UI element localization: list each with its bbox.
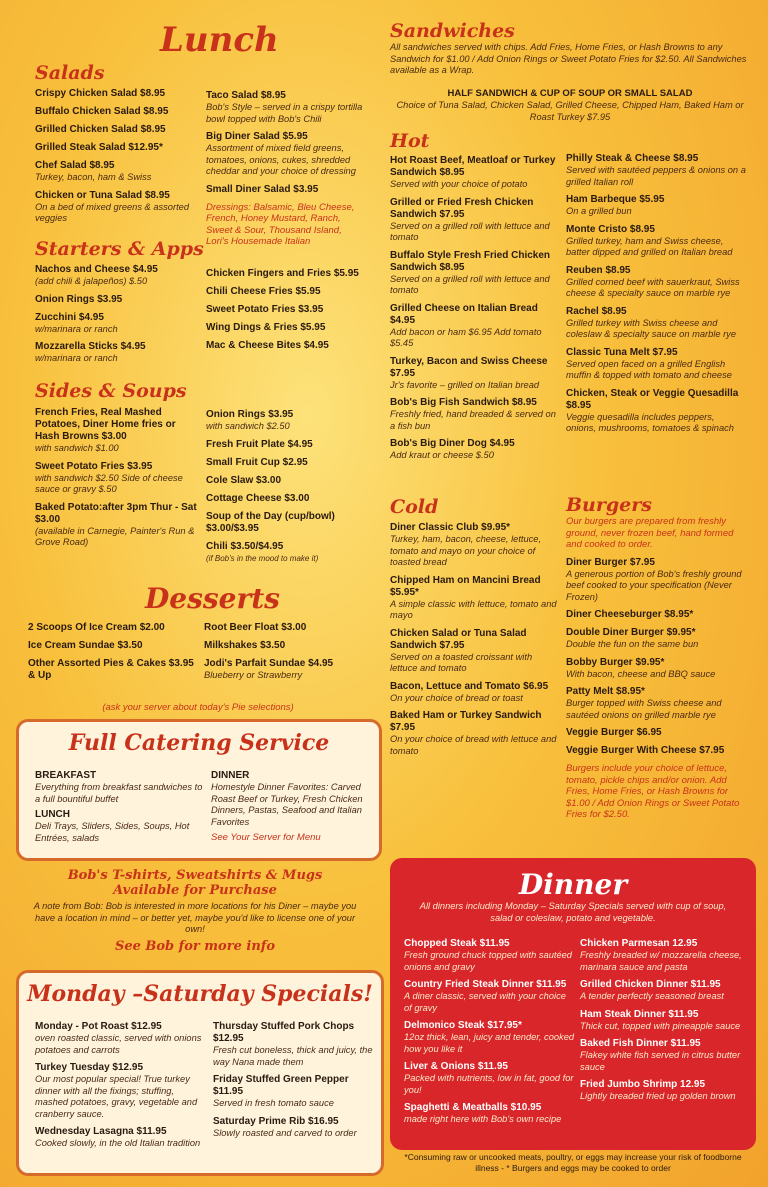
list-item: Friday Stuffed Green Pepper $11.95 Served in fresh tomato sauce xyxy=(213,1074,349,1108)
list-item: Ice Cream Sundae $3.50 xyxy=(28,640,143,651)
list-item: Chili $3.50/$4.95 (if Bob's in the mood to make it) xyxy=(206,540,319,563)
list-item: Buffalo Chicken Salad $8.95 xyxy=(35,106,169,117)
list-item: Root Beer Float $3.00 xyxy=(204,622,307,633)
list-item: Delmonico Steak $17.95* 12oz thick, lean, juicy and tender, cooked how you like it xyxy=(404,1020,575,1054)
desserts-heading: Desserts xyxy=(145,582,280,615)
list-item: Monte Cristo $8.95 Grilled turkey, ham and Swiss cheese, batter dipped and grilled on Italian bread xyxy=(566,223,733,257)
sides-right-list xyxy=(206,409,366,570)
list-item: Baked Ham or Turkey Sandwich $7.95 On your choice of bread with lettuce and tomato xyxy=(390,710,557,756)
list-item: Baked Potato:after 3pm Thur - Sat $3.00 (available in Carnegie, Painter's Run & Grove Road) xyxy=(35,501,197,547)
list-item: Soup of the Day (cup/bowl) $3.00/$3.95 xyxy=(206,510,335,534)
lunch-title: Lunch xyxy=(160,20,279,60)
specials-left xyxy=(35,1021,205,1156)
dinner-left xyxy=(404,938,576,1132)
list-item: Onion Rings $3.95 with sandwich $2.50 xyxy=(206,409,294,431)
list-item: Bob's Big Diner Dog $4.95 Add kraut or cheese $.50 xyxy=(390,438,515,460)
list-item: Chicken Salad or Tuna Salad Sandwich $7.95 Served on a toasted croissant with lettuce and tomato xyxy=(390,627,533,673)
list-item: Chipped Ham on Mancini Bread $5.95* A simple classic with lettuce, tomato and mayo xyxy=(390,574,557,620)
list-item: Buffalo Style Fresh Fried Chicken Sandwich $8.95 Served on a grilled roll with lettuce and tomato xyxy=(390,249,551,295)
list-item: Onion Rings $3.95 xyxy=(35,293,123,305)
list-item: Wednesday Lasagna $11.95 Cooked slowly, in the old Italian tradition xyxy=(35,1126,201,1148)
dinner-intro: All dinners including Monday – Saturday Specials served with cup of soup, salad or coleslaw, potato and vegetable. xyxy=(419,901,727,923)
list-item: Wing Dings & Fries $5.95 xyxy=(206,322,326,333)
list-item: Milkshakes $3.50 xyxy=(204,640,286,651)
starters-heading: Starters & Apps xyxy=(35,238,204,260)
dinner-box xyxy=(390,858,756,1150)
cold-list xyxy=(390,522,558,763)
list-item: Classic Tuna Melt $7.95 Served open faced on a grilled English muffin & topped with tomato and cheese xyxy=(566,346,732,380)
catering-box xyxy=(16,719,382,861)
starters-left-list xyxy=(35,264,200,371)
list-item: French Fries, Real Mashed Potatoes, Diner Home fries or Hash Browns $3.00 with sandwich $1.00 xyxy=(35,407,176,453)
hot-right-list xyxy=(566,153,746,441)
hot-left-list xyxy=(390,155,558,468)
list-item: Rachel $8.95 Grilled turkey with Swiss cheese and coleslaw & specialty sauce on marble rye xyxy=(566,305,737,339)
list-item: Cottage Cheese $3.00 xyxy=(206,492,310,504)
list-item: Reuben $8.95 Grilled corned beef with sauerkraut, Swiss cheese & specialty sauce on marble rye xyxy=(566,264,740,298)
list-item: Small Diner Salad $3.95 xyxy=(206,183,319,195)
cold-heading: Cold xyxy=(390,496,439,518)
list-item: Nachos and Cheese $4.95 (add chili & jalapeños) $.50 xyxy=(35,264,158,286)
list-item: Crispy Chicken Salad $8.95 xyxy=(35,88,166,99)
specials-right xyxy=(213,1021,373,1145)
sandwiches-heading: Sandwiches xyxy=(390,20,515,42)
merch-see: See Bob for more info xyxy=(114,938,276,954)
merch-title: Bob's T-shirts, Sweatshirts & Mugs xyxy=(67,868,323,883)
list-item: Small Fruit Cup $2.95 xyxy=(206,456,308,468)
footer-note: *Consuming raw or uncooked meats, poultry, or eggs may increase your risk of foodborne illness - * Burgers and eggs may be cooked to order xyxy=(404,1152,742,1173)
desserts-left-list xyxy=(28,622,198,688)
list-item: Big Diner Salad $5.95 Assortment of mixed field greens, tomatoes, onions, cukes, shredded cheddar and your choice of dressing xyxy=(206,131,356,176)
merch-note: A note from Bob: Bob is interested in more locations for his Diner – maybe you have a location in mind – or better yet, maybe you'd like to license one of your own! xyxy=(33,901,357,934)
list-item: Monday - Pot Roast $12.95 oven roasted classic, served with onions potatoes and carrots xyxy=(35,1021,202,1055)
list-item: Turkey Tuesday $12.95 Our most popular special! True turkey dinner with all the fixings; stuffing, mashed potatoes, gravy, vegetable and cranberry sauce. xyxy=(35,1062,198,1119)
list-item: Bacon, Lettuce and Tomato $6.95 On your choice of bread or toast xyxy=(390,680,549,703)
salads-right-list xyxy=(206,90,366,248)
list-item: Diner Burger $7.95 A generous portion of Bob's freshly ground beef cooked to your specification (Never Frozen) xyxy=(566,556,742,602)
hot-heading: Hot xyxy=(390,130,430,152)
list-item: Grilled or Fried Fresh Chicken Sandwich $7.95 Served on a grilled roll with lettuce and tomato xyxy=(390,196,550,242)
list-item: Veggie Burger With Cheese $7.95 xyxy=(566,745,725,756)
list-item: Liver & Onions $11.95 Packed with nutrients, low in fat, good for you! xyxy=(404,1061,574,1095)
burgers-heading: Burgers xyxy=(566,494,652,516)
catering-title: Full Catering Service xyxy=(68,730,330,756)
list-item: Grilled Chicken Salad $8.95 xyxy=(35,124,166,135)
list-item: Country Fried Steak Dinner $11.95 A diner classic, served with your choice of gravy xyxy=(404,979,567,1013)
list-item: Fried Jumbo Shrimp 12.95 Lightly breaded fried up golden brown xyxy=(580,1079,736,1101)
list-item: Philly Steak & Cheese $8.95 Served with sautéed peppers & onions on a grilled Italian roll xyxy=(566,153,746,187)
list-item: Chicken Parmesan 12.95 Freshly breaded w/ mozzarella cheese, marinara sauce and pasta xyxy=(580,938,742,972)
list-item: Chicken or Tuna Salad $8.95 On a bed of mixed greens & assorted veggies xyxy=(35,189,190,223)
list-item: Double Diner Burger $9.95* Double the fun on the same bun xyxy=(566,627,699,649)
sides-heading: Sides & Soups xyxy=(35,380,187,402)
burgers-note: Burgers include your choice of lettuce, tomato, pickle chips and/or onion. Add Fries, Home Fries, or Hash Browns for $1.00 / Add Onion Rings or Sweet Potato Fries for $2.50. xyxy=(566,763,740,820)
list-item: 2 Scoops Of Ice Cream $2.00 xyxy=(28,622,165,633)
list-item: Baked Fish Dinner $11.95 Flakey white fish served in citrus butter sauce xyxy=(580,1038,741,1072)
list-item: Spaghetti & Meatballs $10.95 made right here with Bob's own recipe xyxy=(404,1102,562,1124)
dressings-note: Dressings: Balsamic, Bleu Cheese, French, Honey Mustard, Ranch, Sweet & Sour, Thousand Island, Lori's Housemade Italian xyxy=(206,201,355,247)
list-item: Ham Steak Dinner $11.95 Thick cut, topped with pineapple sauce xyxy=(580,1008,741,1031)
list-item: Diner Cheeseburger $8.95* xyxy=(566,609,694,620)
salads-left-list xyxy=(35,88,200,231)
list-item: Ham Barbeque $5.95 On a grilled bun xyxy=(566,194,665,216)
list-item: Sweet Potato Fries $3.95 xyxy=(206,304,324,315)
list-item: Hot Roast Beef, Meatloaf or Turkey Sandwich $8.95 Served with your choice of potato xyxy=(390,155,556,189)
list-item: Chicken Fingers and Fries $5.95 xyxy=(206,268,359,279)
list-item: Chili Cheese Fries $5.95 xyxy=(206,286,321,297)
sides-left-list xyxy=(35,407,200,555)
list-item: Patty Melt $8.95* Burger topped with Swiss cheese and sautéed onions on grilled marble rye xyxy=(566,686,722,720)
list-item: Fresh Fruit Plate $4.95 xyxy=(206,438,313,450)
catering-right: DINNER Homestyle Dinner Favorites: Carved Roast Beef or Turkey, Fresh Chicken Dinners, Pastas, Seafood and Italian Favorites See Your Server for Menu xyxy=(211,770,363,843)
merch-sub: Available for Purchase xyxy=(113,883,277,898)
salads-heading: Salads xyxy=(35,62,105,84)
list-item: Turkey, Bacon and Swiss Cheese $7.95 Jr's favorite – grilled on Italian bread xyxy=(390,355,548,390)
list-item: Grilled Cheese on Italian Bread $4.95 Add bacon or ham $6.95 Add tomato $5.45 xyxy=(390,302,542,348)
list-item: Chicken, Steak or Veggie Quesadilla $8.95 Veggie quesadilla includes peppers, onions, mushrooms, tomatoes & spinach xyxy=(566,387,739,433)
desserts-right-list xyxy=(204,622,364,688)
list-item: Grilled Steak Salad $12.95* xyxy=(35,142,163,153)
list-item: Sweet Potato Fries $3.95 with sandwich $2.50 Side of cheese sauce or gravy $.50 xyxy=(35,460,183,494)
list-item: Bob's Big Fish Sandwich $8.95 Freshly fried, hand breaded & served on a fish bun xyxy=(390,397,556,431)
list-item: Grilled Chicken Dinner $11.95 A tender perfectly seasoned breast xyxy=(580,979,724,1001)
merch-block xyxy=(30,868,360,954)
list-item: Taco Salad $8.95 Bob's Style – served in a crispy tortilla bowl topped with Bob's Chili xyxy=(206,90,363,124)
starters-right-list xyxy=(206,268,366,358)
list-item: Cole Slaw $3.00 xyxy=(206,474,282,486)
list-item: Diner Classic Club $9.95* Turkey, ham, bacon, cheese, lettuce, tomato and mayo on your choice of toasted bread xyxy=(390,522,542,567)
list-item: Bobby Burger $9.95* With bacon, cheese and BBQ sauce xyxy=(566,656,716,679)
dinner-right xyxy=(580,938,748,1109)
sandwiches-intro: All sandwiches served with chips. Add Fries, Home Fries, or Hash Browns to any Sandwich for $1.00 / Add Onion Rings or Sweet Potato Fries for $2.50. All Sandwiches available as a Wrap. xyxy=(390,42,747,75)
catering-left: BREAKFAST Everything from breakfast sandwiches to a full bountiful buffet LUNCH Deli Trays, Sliders, Sides, Soups, Hot Entrées, salads xyxy=(35,770,203,843)
list-item: Chopped Steak $11.95 Fresh ground chuck topped with sautéed onions and gravy xyxy=(404,938,572,972)
list-item: Veggie Burger $6.95 xyxy=(566,727,662,738)
list-item: Mozzarella Sticks $4.95 w/marinara or ranch xyxy=(35,341,146,363)
list-item: Jodi's Parfait Sundae $4.95 Blueberry or Strawberry xyxy=(204,658,334,680)
list-item: Zucchini $4.95 w/marinara or ranch xyxy=(35,311,118,334)
list-item: Mac & Cheese Bites $4.95 xyxy=(206,340,329,351)
list-item: Saturday Prime Rib $16.95 Slowly roasted and carved to order xyxy=(213,1115,357,1138)
list-item: Chef Salad $8.95 Turkey, bacon, ham & Swiss xyxy=(35,160,152,182)
burgers-intro: Our burgers are prepared from freshly ground, never frozen beef, hand formed and cooked to order. xyxy=(566,516,734,550)
pie-note: (ask your server about today's Pie selections) xyxy=(102,702,294,713)
specials-title: Monday –Saturday Specials! xyxy=(27,981,373,1007)
dinner-title: Dinner xyxy=(518,868,628,901)
list-item: Thursday Stuffed Pork Chops $12.95 Fresh cut boneless, thick and juicy, the way Nana made them xyxy=(213,1021,373,1067)
specials-box xyxy=(16,970,384,1176)
half-sandwich-block: HALF SANDWICH & CUP OF SOUP OR SMALL SALAD Choice of Tuna Salad, Chicken Salad, Grilled Cheese, Chipped Ham, Baked Ham or Roast Turkey $7.95 xyxy=(396,88,744,122)
list-item: Other Assorted Pies & Cakes $3.95 & Up xyxy=(28,658,194,681)
burgers-list xyxy=(566,516,746,821)
